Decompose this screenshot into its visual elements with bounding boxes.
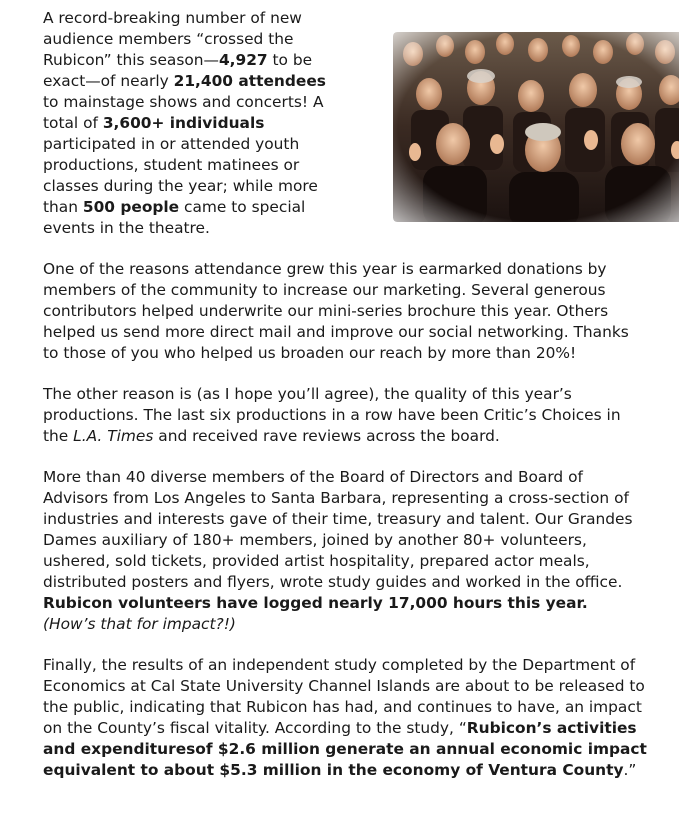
impact-aside-text: (How’s that for impact?!)	[43, 615, 236, 633]
study-text-2: .”	[623, 761, 637, 779]
volunteers-text: More than 40 diverse members of the Board of Directors and Board of Advisors from Los Angeles to Santa Barbara, representing a cross-section of industries and interests gave of their time, treasury and talent. Our Grandes Dames auxiliary of 180+ members, joined by another 80+ volunteers, ushered, sold tickets, provided artist hospitality, prepared actor meals, distributed posters and flyers, wrote study guides and worked in the office.	[43, 468, 633, 591]
document-page	[43, 8, 647, 781]
productions-text-1: The other reason is (as I hope you’ll agree), the quality of this year’s productions. The last six productions in a row have been Critic’s Choices in the	[43, 385, 621, 445]
intro-text-2: to be exact—of nearly	[43, 51, 313, 90]
study-text-1: Finally, the results of an independent study completed by the Department of Economics at Cal State University Channel Islands are about to be released to the public, indicating that Rubicon has had, and continues to have, an impact on the County’s fiscal vitality. According to the study, “	[43, 656, 645, 737]
volunteer-hours-statement: Rubicon volunteers have logged nearly 17,000 hours this year.	[43, 594, 588, 612]
economic-study-paragraph	[43, 655, 647, 781]
intro-text-1: A record-breaking number of new audience members “crossed the Rubicon” this season—	[43, 9, 302, 69]
individuals-count: 3,600+ individuals	[102, 114, 265, 132]
special-events-count: 500 people	[82, 198, 180, 216]
la-times-title: L.A. Times	[73, 427, 154, 445]
volunteers-paragraph	[43, 467, 647, 593]
audience-photo	[393, 32, 679, 222]
economic-impact-quote: Rubicon’s activities and expendituresof $2.6 million generate an annual economic impact equivalent to about $5.3 million in the economy of Ventura County	[43, 719, 647, 779]
applauding-audience-image	[393, 32, 679, 222]
marketing-paragraph: One of the reasons attendance grew this year is earmarked donations by members of the community to increase our marketing. Several generous contributors helped underwrite our mini-series brochure this year. Others helped us send more direct mail and improve our social networking. Thanks to those of you who helped us broaden our reach by more than 20%!	[43, 260, 629, 362]
new-audience-count: 4,927	[218, 51, 268, 69]
intro-text-3: to mainstage shows and concerts! A total of	[43, 93, 324, 132]
productions-paragraph	[43, 384, 647, 447]
intro-paragraph	[43, 8, 343, 239]
productions-text-2: and received rave reviews across the board.	[153, 427, 500, 445]
impact-aside	[43, 614, 647, 635]
intro-text-5: came to special events in the theatre.	[43, 198, 306, 237]
attendees-count: 21,400 attendees	[173, 72, 326, 90]
intro-text-4: participated in or attended youth productions, student matinees or classes during the year; while more than	[43, 135, 318, 216]
